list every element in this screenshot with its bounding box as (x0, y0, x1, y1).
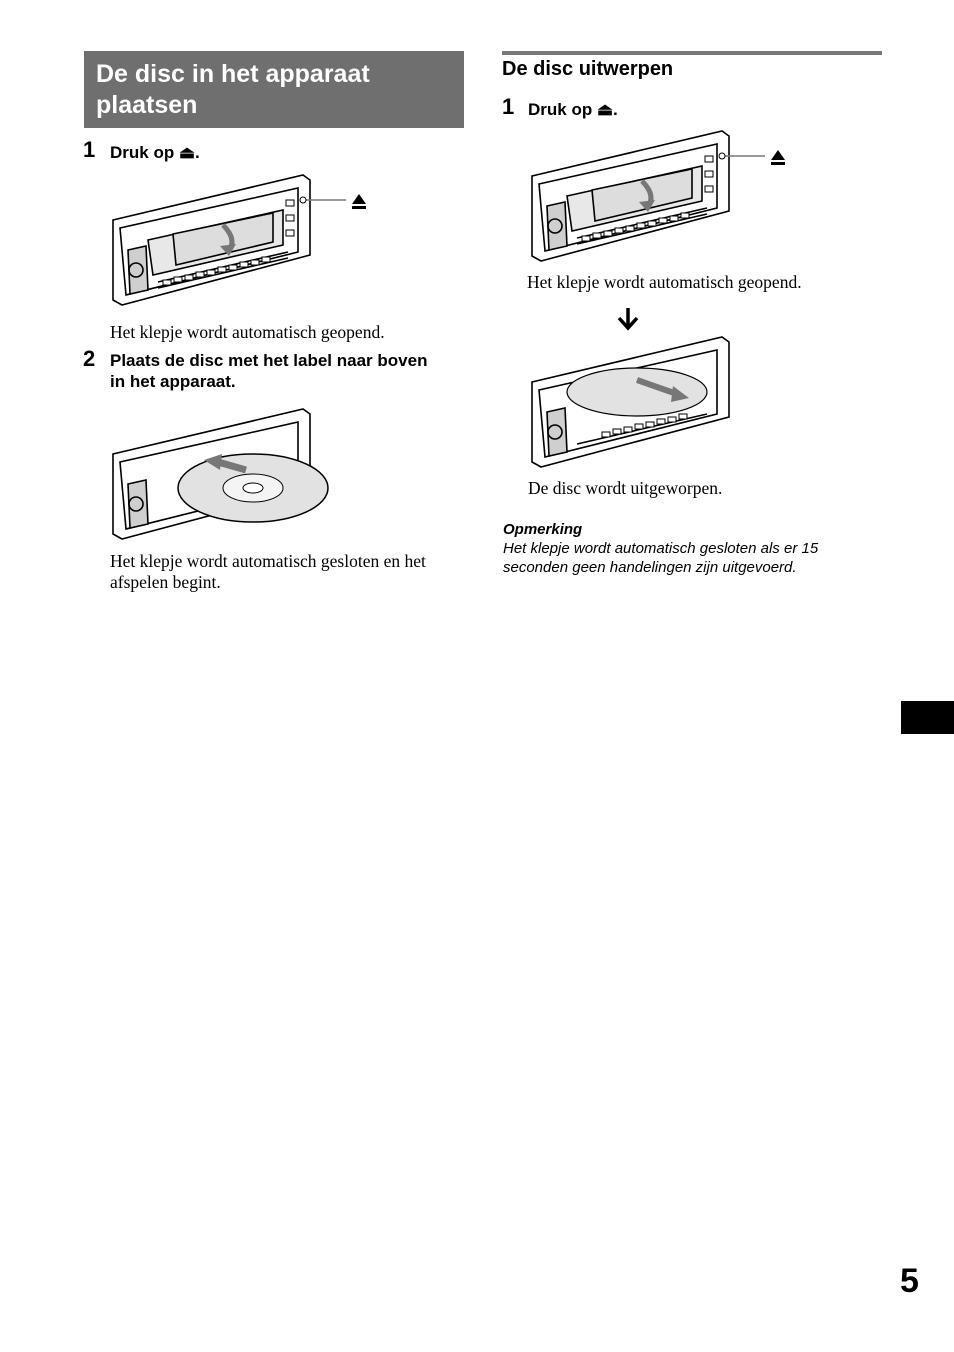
caption: De disc wordt uitgeworpen. (528, 478, 723, 498)
eject-disc-illustration (527, 332, 747, 474)
step-number: 1 (502, 94, 515, 119)
eject-icon (352, 194, 366, 209)
page-number: 5 (900, 1262, 919, 1300)
section-rule (502, 51, 882, 55)
step-text: Druk op ⏏. (110, 143, 200, 162)
car-stereo-open-illustration (527, 126, 797, 268)
note-title: Opmerking (503, 521, 583, 538)
caption: Het klepje wordt automatisch geopend. (110, 322, 385, 342)
language-tab-marker (901, 701, 954, 734)
eject-icon (771, 150, 785, 165)
car-stereo-open-illustration (108, 170, 378, 312)
caption: Het klepje wordt automatisch gesloten en het afspelen begint. (110, 551, 426, 592)
section-heading-eject-disc: De disc uitwerpen (502, 58, 674, 80)
caption: Het klepje wordt automatisch geopend. (527, 272, 802, 292)
step-number: 1 (83, 137, 96, 162)
step-number: 2 (83, 346, 96, 371)
step-text: Plaats de disc met het label naar boven in het apparaat. (110, 351, 428, 391)
insert-disc-illustration (108, 404, 338, 546)
step-text: Druk op ⏏. (528, 100, 618, 119)
arrow-down-icon (615, 306, 641, 332)
note-text: Het klepje wordt automatisch gesloten als er 15 seconden geen handelingen zijn uitgevoerd. (503, 540, 819, 576)
section-heading-insert-disc: De disc in het apparaat plaatsen (84, 51, 464, 128)
